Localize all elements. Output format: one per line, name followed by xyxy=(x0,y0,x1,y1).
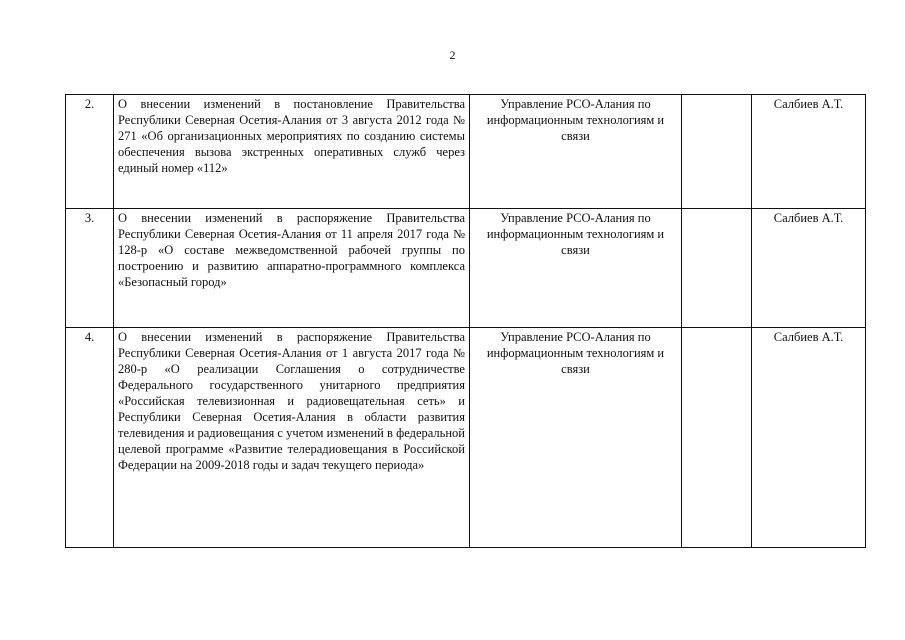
responsible-person: Салбиев А.Т. xyxy=(752,328,866,548)
page-number: 2 xyxy=(449,48,456,62)
row-number: 3. xyxy=(66,209,114,328)
document-title: О внесении изменений в распоряжение Правительства Республики Северная Осетия-Алания от 1 августа 2017 года № 280-р «О реализации Соглашения о сотрудничестве Федерального государственного унитарного предприятия «Российская телевизионная и радиовещательная сеть» и Республики Северная Осетия-Алания в области развития телевидения и радиовещания с учетом изменений в федеральной целевой программе «Развитие телерадиовещания в Российской Федерации на 2009-2018 годы и задач текущего периода» xyxy=(114,328,470,548)
responsible-person: Салбиев А.Т. xyxy=(752,209,866,328)
responsible-organization: Управление РСО-Алания по информационным технологиям и связи xyxy=(470,95,682,209)
responsible-organization: Управление РСО-Алания по информационным технологиям и связи xyxy=(470,209,682,328)
plan-table xyxy=(65,94,866,548)
row-number: 4. xyxy=(66,328,114,548)
document-title: О внесении изменений в распоряжение Правительства Республики Северная Осетия-Алания от 11 апреля 2017 года № 128-р «О составе межведомственной рабочей группы по построению и развитию аппаратно-программного комплекса «Безопасный город» xyxy=(114,209,470,328)
table-row xyxy=(66,328,866,548)
document-title: О внесении изменений в постановление Правительства Республики Северная Осетия-Алания от 3 августа 2012 года № 271 «Об организационных мероприятиях по созданию системы обеспечения вызова экстренных оперативных служб через единый номер «112» xyxy=(114,95,470,209)
table-row xyxy=(66,95,866,209)
row-number: 2. xyxy=(66,95,114,209)
responsible-person: Салбиев А.Т. xyxy=(752,95,866,209)
responsible-organization: Управление РСО-Алания по информационным технологиям и связи xyxy=(470,328,682,548)
deadline-cell xyxy=(682,95,752,209)
table-row xyxy=(66,209,866,328)
deadline-cell xyxy=(682,328,752,548)
deadline-cell xyxy=(682,209,752,328)
